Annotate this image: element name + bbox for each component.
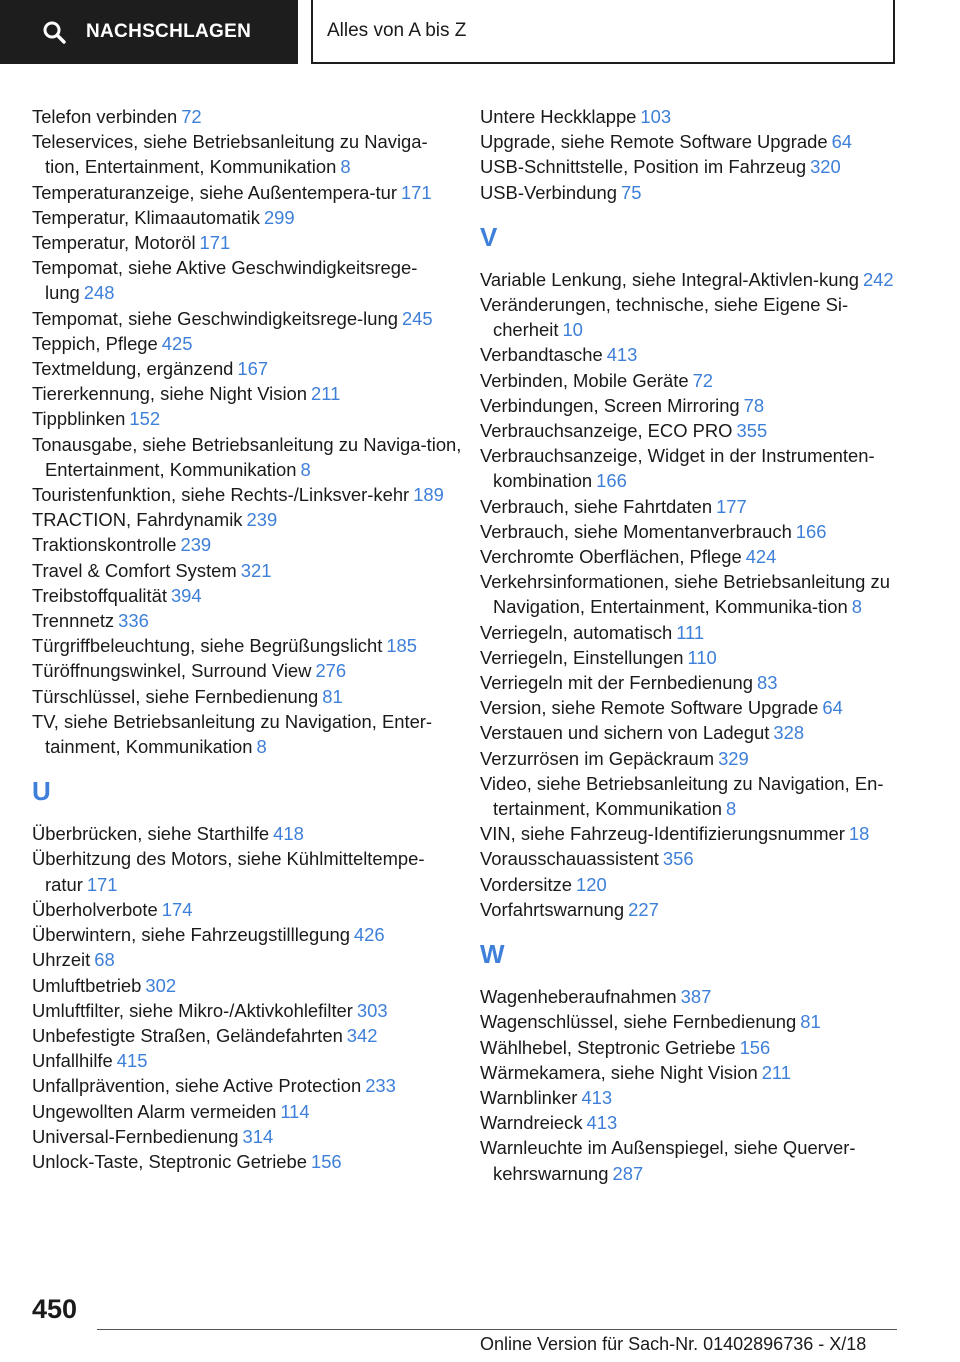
- index-entry-term: Traktionskontrolle: [32, 534, 177, 556]
- index-entry: [480, 720, 910, 745]
- index-entry: [32, 1099, 462, 1124]
- page-reference-link[interactable]: 156: [739, 1036, 771, 1058]
- index-entry: [480, 443, 910, 493]
- index-entry-term: Verriegeln mit der Fernbedienung: [480, 672, 753, 694]
- page-reference-link[interactable]: 336: [118, 610, 149, 632]
- index-entry: [480, 494, 910, 519]
- index-entry: [32, 973, 462, 998]
- index-entry: [480, 984, 910, 1009]
- index-entry-term: Verbrauch, siehe Fahrtdaten: [480, 495, 713, 517]
- index-entry-term: Unbefestigte Straßen, Geländefahrten: [32, 1024, 343, 1046]
- index-entry: [480, 569, 910, 619]
- page-reference-link[interactable]: 394: [170, 584, 202, 606]
- page-reference-link[interactable]: 166: [596, 470, 627, 492]
- index-entry: [480, 645, 910, 670]
- index-entry: [32, 104, 462, 129]
- index-entry: [32, 482, 462, 507]
- index-entry-term: Teppich, Pflege: [32, 332, 158, 354]
- index-entry-term: Ungewollten Alarm vermeiden: [32, 1100, 277, 1122]
- index-entry: [480, 519, 910, 544]
- index-entry: [480, 1060, 910, 1085]
- index-entry-term: Verriegeln, automatisch: [480, 621, 673, 643]
- index-entry: [32, 331, 462, 356]
- index-entry-term: Temperatur, Klimaautomatik: [32, 206, 260, 228]
- page-reference-link[interactable]: 103: [640, 106, 672, 127]
- page-reference-link[interactable]: 75: [621, 181, 642, 203]
- index-entry: [480, 1035, 910, 1060]
- index-entry: [480, 670, 910, 695]
- index-entry-term: Wagenheberaufnahmen: [480, 986, 677, 1008]
- page-reference-link[interactable]: 413: [586, 1112, 618, 1134]
- index-entry: [480, 180, 910, 205]
- index-entry: [480, 1085, 910, 1110]
- index-entry-term: Verkehrsinformationen, siehe Betriebsanleitung zu Navigation, Entertainment, Kommunika-tion: [480, 571, 890, 618]
- index-entry: [32, 658, 462, 683]
- index-entry-term: Tempomat, siehe Geschwindigkeitsrege-lung: [32, 307, 398, 329]
- page-reference-link[interactable]: 242: [862, 268, 894, 290]
- index-entry-term: Verchromte Oberflächen, Pflege: [480, 546, 742, 568]
- index-entry: [480, 1135, 910, 1185]
- index-entry-term: Tiererkennung, siehe Night Vision: [32, 383, 307, 405]
- index-entry-term: Travel & Comfort System: [32, 559, 237, 581]
- index-entry: [32, 356, 462, 381]
- footer-version-text: Online Version für Sach-Nr. 01402896736 - X/18: [480, 1334, 867, 1354]
- index-entry-term: Verzurrösen im Gepäckraum: [480, 747, 715, 769]
- index-entry: [480, 695, 910, 720]
- index-entry: [32, 633, 462, 658]
- index-entry: [32, 583, 462, 608]
- index-entry: [32, 230, 462, 255]
- index-entry: [32, 129, 462, 179]
- index-entry-term: Wärmekamera, siehe Night Vision: [480, 1061, 758, 1083]
- page-reference-link[interactable]: 171: [199, 232, 231, 254]
- page-reference-link[interactable]: 239: [180, 534, 212, 556]
- page-reference-link[interactable]: 413: [606, 344, 638, 366]
- page-reference-link[interactable]: 303: [356, 999, 388, 1021]
- page-reference-link[interactable]: 276: [315, 660, 347, 682]
- page-reference-link[interactable]: 418: [273, 823, 304, 845]
- index-entry: [480, 771, 910, 821]
- index-entry: [32, 507, 462, 532]
- page-reference-link[interactable]: 387: [680, 986, 712, 1008]
- index-entry-term: Überhitzung des Motors, siehe Kühlmitteltempe-ratur: [32, 848, 425, 895]
- index-entry-term: Unfallprävention, siehe Active Protection: [32, 1075, 362, 1097]
- page-reference-link[interactable]: 413: [581, 1086, 613, 1108]
- index-entry-term: Überholverbote: [32, 898, 158, 920]
- page-reference-link[interactable]: 177: [716, 495, 747, 517]
- index-entry-term: Verbandtasche: [480, 344, 603, 366]
- index-entry-term: Textmeldung, ergänzend: [32, 358, 234, 380]
- index-entry-term: Warnleuchte im Außenspiegel, siehe Querver-kehrswarnung: [480, 1137, 856, 1184]
- page-reference-link[interactable]: 8: [300, 458, 311, 480]
- index-entry: [32, 709, 462, 759]
- page-reference-link[interactable]: 8: [340, 156, 351, 178]
- page-reference-link[interactable]: 64: [822, 697, 843, 719]
- index-entry: [480, 393, 910, 418]
- index-entry: [32, 1149, 462, 1174]
- page-reference-link[interactable]: 328: [773, 722, 805, 744]
- page-reference-link[interactable]: 81: [322, 685, 343, 707]
- index-entry-term: Vordersitze: [480, 873, 572, 895]
- index-entry-term: Vorfahrtswarnung: [480, 898, 625, 920]
- page-reference-link[interactable]: 174: [161, 898, 193, 920]
- page-reference-link[interactable]: 189: [413, 484, 444, 506]
- page-title: Alles von A bis Z: [311, 0, 895, 64]
- page-reference-link[interactable]: 424: [745, 546, 777, 568]
- page-reference-link[interactable]: 287: [612, 1162, 644, 1184]
- page-reference-link[interactable]: 245: [401, 307, 433, 329]
- index-entry: [480, 846, 910, 871]
- index-entry: [32, 947, 462, 972]
- index-entry: [32, 306, 462, 331]
- page-reference-link[interactable]: 83: [756, 672, 778, 694]
- index-entry: [480, 746, 910, 771]
- index-entry-term: Wagenschlüssel, siehe Fernbedienung: [480, 1011, 797, 1033]
- index-entry-term: Verbrauchsanzeige, Widget in der Instrumenten-kombination: [480, 445, 875, 492]
- page-reference-link[interactable]: 10: [562, 319, 583, 341]
- page-reference-link[interactable]: 426: [353, 924, 385, 946]
- index-entry-term: Umluftbetrieb: [32, 974, 142, 996]
- index-entry: [480, 368, 910, 393]
- index-entry-term: Uhrzeit: [32, 949, 91, 971]
- index-column-left: [32, 104, 462, 1174]
- index-group-u-continued: [480, 104, 910, 205]
- section-label: NACHSCHLAGEN: [86, 21, 252, 42]
- index-entry: [32, 608, 462, 633]
- index-entry-term: Tippblinken: [32, 408, 126, 430]
- page-reference-link[interactable]: 72: [692, 369, 714, 391]
- index-entry: [480, 897, 910, 922]
- index-entry: [32, 180, 462, 205]
- index-entry-term: Touristenfunktion, siehe Rechts-/Linksver-kehr: [32, 484, 410, 506]
- index-entry-term: Treibstoffqualität: [32, 584, 167, 606]
- footer-divider: [97, 1329, 897, 1330]
- index-entry: [480, 1009, 910, 1034]
- index-entry-term: Universal-Fernbedienung: [32, 1125, 239, 1147]
- index-entry-term: Telefon verbinden: [32, 106, 178, 127]
- index-entry: [32, 846, 462, 896]
- page-reference-link[interactable]: 8: [725, 798, 737, 820]
- page-reference-link[interactable]: 68: [94, 949, 115, 971]
- page-reference-link[interactable]: 78: [743, 394, 765, 416]
- index-entry-term: Variable Lenkung, siehe Integral-Aktivlen-kung: [480, 268, 859, 290]
- index-entry-term: Version, siehe Remote Software Upgrade: [480, 697, 819, 719]
- index-entry-term: Vorausschauassistent: [480, 848, 659, 870]
- page-reference-link[interactable]: 81: [800, 1011, 821, 1033]
- index-entry-term: USB-Verbindung: [480, 181, 617, 203]
- page-reference-link[interactable]: 356: [662, 848, 694, 870]
- index-entry: [480, 1110, 910, 1135]
- index-entry: [32, 381, 462, 406]
- page-reference-link[interactable]: 171: [400, 181, 432, 203]
- page-reference-link[interactable]: 415: [116, 1050, 148, 1072]
- index-entry-term: Türöffnungswinkel, Surround View: [32, 660, 312, 682]
- index-entry: [480, 267, 910, 292]
- page-reference-link[interactable]: 355: [736, 420, 768, 442]
- page-reference-link[interactable]: 329: [718, 747, 749, 769]
- page-number: 450: [32, 1294, 78, 1324]
- index-entry-term: Trennnetz: [32, 610, 115, 632]
- page-reference-link[interactable]: 248: [83, 282, 115, 304]
- page-reference-link[interactable]: 185: [386, 635, 417, 657]
- index-entry-term: TRACTION, Fahrdynamik: [32, 509, 243, 531]
- index-entry: [32, 897, 462, 922]
- index-entry: [32, 684, 462, 709]
- index-entry-term: Verbrauch, siehe Momentanverbrauch: [480, 520, 792, 542]
- index-entry-term: Verstauen und sichern von Ladegut: [480, 722, 770, 744]
- index-entry: [480, 821, 910, 846]
- page-reference-link[interactable]: 152: [129, 408, 161, 430]
- index-entry-term: Türschlüssel, siehe Fernbedienung: [32, 685, 319, 707]
- page-reference-link[interactable]: 302: [145, 974, 177, 996]
- index-group-t: [32, 104, 462, 759]
- index-group-v: [480, 267, 910, 922]
- index-entry: [32, 1023, 462, 1048]
- index-entry-term: Video, siehe Betriebsanleitung zu Navigation, En-tertainment, Kommunikation: [480, 772, 884, 820]
- index-entry-term: Veränderungen, technische, siehe Eigene Si-cherheit: [480, 294, 849, 341]
- index-entry: [32, 255, 462, 305]
- letter-heading-w: W: [480, 939, 505, 970]
- letter-heading-u: U: [32, 776, 51, 807]
- page-reference-link[interactable]: 227: [628, 898, 659, 920]
- index-entry: [32, 558, 462, 583]
- page-reference-link[interactable]: 8: [851, 596, 862, 618]
- index-entry: [32, 1124, 462, 1149]
- index-entry-term: Überbrücken, siehe Starthilfe: [32, 823, 270, 845]
- index-entry: [480, 104, 910, 129]
- page-reference-link[interactable]: 156: [310, 1150, 342, 1172]
- index-group-w: [480, 984, 910, 1186]
- index-entry-term: Verbinden, Mobile Geräte: [480, 369, 689, 391]
- page-reference-link[interactable]: 321: [240, 559, 272, 581]
- index-entry: [480, 872, 910, 897]
- index-entry: [480, 129, 910, 154]
- page-reference-link[interactable]: 299: [263, 206, 295, 228]
- index-entry-term: Umluftfilter, siehe Mikro-/Aktivkohlefilter: [32, 999, 353, 1021]
- index-entry: [480, 342, 910, 367]
- page-reference-link[interactable]: 314: [242, 1125, 274, 1147]
- index-entry-term: Upgrade, siehe Remote Software Upgrade: [480, 131, 828, 153]
- index-entry: [32, 532, 462, 557]
- index-entry: [32, 1048, 462, 1073]
- index-entry-term: Verriegeln, Einstellungen: [480, 646, 684, 668]
- index-entry-term: Teleservices, siehe Betriebsanleitung zu Naviga-tion, Entertainment, Kommunikation: [32, 131, 428, 178]
- page-reference-link[interactable]: 320: [810, 156, 841, 178]
- index-group-u: [32, 821, 462, 1174]
- index-entry: [32, 998, 462, 1023]
- index-entry: [480, 620, 910, 645]
- page-reference-link[interactable]: 8: [256, 736, 267, 758]
- index-entry-term: Überwintern, siehe Fahrzeugstilllegung: [32, 924, 350, 946]
- page-reference-link[interactable]: 120: [576, 873, 607, 895]
- index-entry: [32, 922, 462, 947]
- index-entry-term: USB-Schnittstelle, Position im Fahrzeug: [480, 156, 807, 178]
- page-reference-link[interactable]: 18: [848, 823, 870, 845]
- letter-heading-v: V: [480, 221, 498, 252]
- index-entry: [480, 544, 910, 569]
- index-entry-term: Tonausgabe, siehe Betriebsanleitung zu Naviga-tion, Entertainment, Kommunikation: [32, 433, 462, 480]
- page-reference-link[interactable]: 72: [181, 106, 202, 127]
- index-entry-term: TV, siehe Betriebsanleitung zu Navigation, Enter-tainment, Kommunikation: [32, 710, 433, 758]
- search-icon: [42, 20, 66, 44]
- page-reference-link[interactable]: 114: [280, 1100, 310, 1122]
- index-entry: [32, 1073, 462, 1098]
- index-entry-term: Unfallhilfe: [32, 1050, 113, 1072]
- page-reference-link[interactable]: 111: [676, 621, 705, 643]
- page-reference-link[interactable]: 64: [831, 131, 853, 153]
- index-entry-term: Verbrauchsanzeige, ECO PRO: [480, 420, 733, 442]
- page-reference-link[interactable]: 110: [687, 646, 717, 668]
- page-reference-link[interactable]: 166: [795, 520, 827, 542]
- index-entry-term: Temperatur, Motoröl: [32, 232, 196, 254]
- index-entry-term: Temperaturanzeige, siehe Außentempera-tur: [32, 181, 397, 203]
- index-entry: [32, 821, 462, 846]
- index-entry: [480, 292, 910, 342]
- page-reference-link[interactable]: 239: [246, 509, 278, 531]
- index-entry: [480, 154, 910, 179]
- page-reference-link[interactable]: 211: [311, 383, 341, 405]
- page-reference-link[interactable]: 425: [161, 332, 193, 354]
- index-entry-term: Untere Heckklappe: [480, 106, 637, 127]
- page-reference-link[interactable]: 211: [761, 1061, 792, 1083]
- page-reference-link[interactable]: 167: [237, 358, 269, 380]
- index-entry: [480, 418, 910, 443]
- top-bar: [0, 0, 960, 66]
- page-reference-link[interactable]: 342: [346, 1024, 378, 1046]
- index-entry-term: Türgriffbeleuchtung, siehe Begrüßungslicht: [32, 635, 383, 657]
- index-entry-term: Unlock-Taste, Steptronic Getriebe: [32, 1150, 307, 1172]
- index-entry-term: Wählhebel, Steptronic Getriebe: [480, 1036, 736, 1058]
- index-entry-term: Warnblinker: [480, 1086, 578, 1108]
- index-entry-term: Warndreieck: [480, 1112, 583, 1134]
- index-column-right: [480, 104, 910, 1186]
- index-entry: [32, 406, 462, 431]
- page-reference-link[interactable]: 233: [365, 1075, 396, 1097]
- index-entry: [32, 205, 462, 230]
- index-entry-term: VIN, siehe Fahrzeug-Identifizierungsnummer: [480, 823, 845, 845]
- page-reference-link[interactable]: 171: [86, 873, 118, 895]
- index-entry: [32, 432, 462, 482]
- index-entry-term: Verbindungen, Screen Mirroring: [480, 394, 740, 416]
- index-entry-term: Tempomat, siehe Aktive Geschwindigkeitsrege-lung: [32, 257, 418, 304]
- nachschlagen-tab[interactable]: [0, 0, 298, 64]
